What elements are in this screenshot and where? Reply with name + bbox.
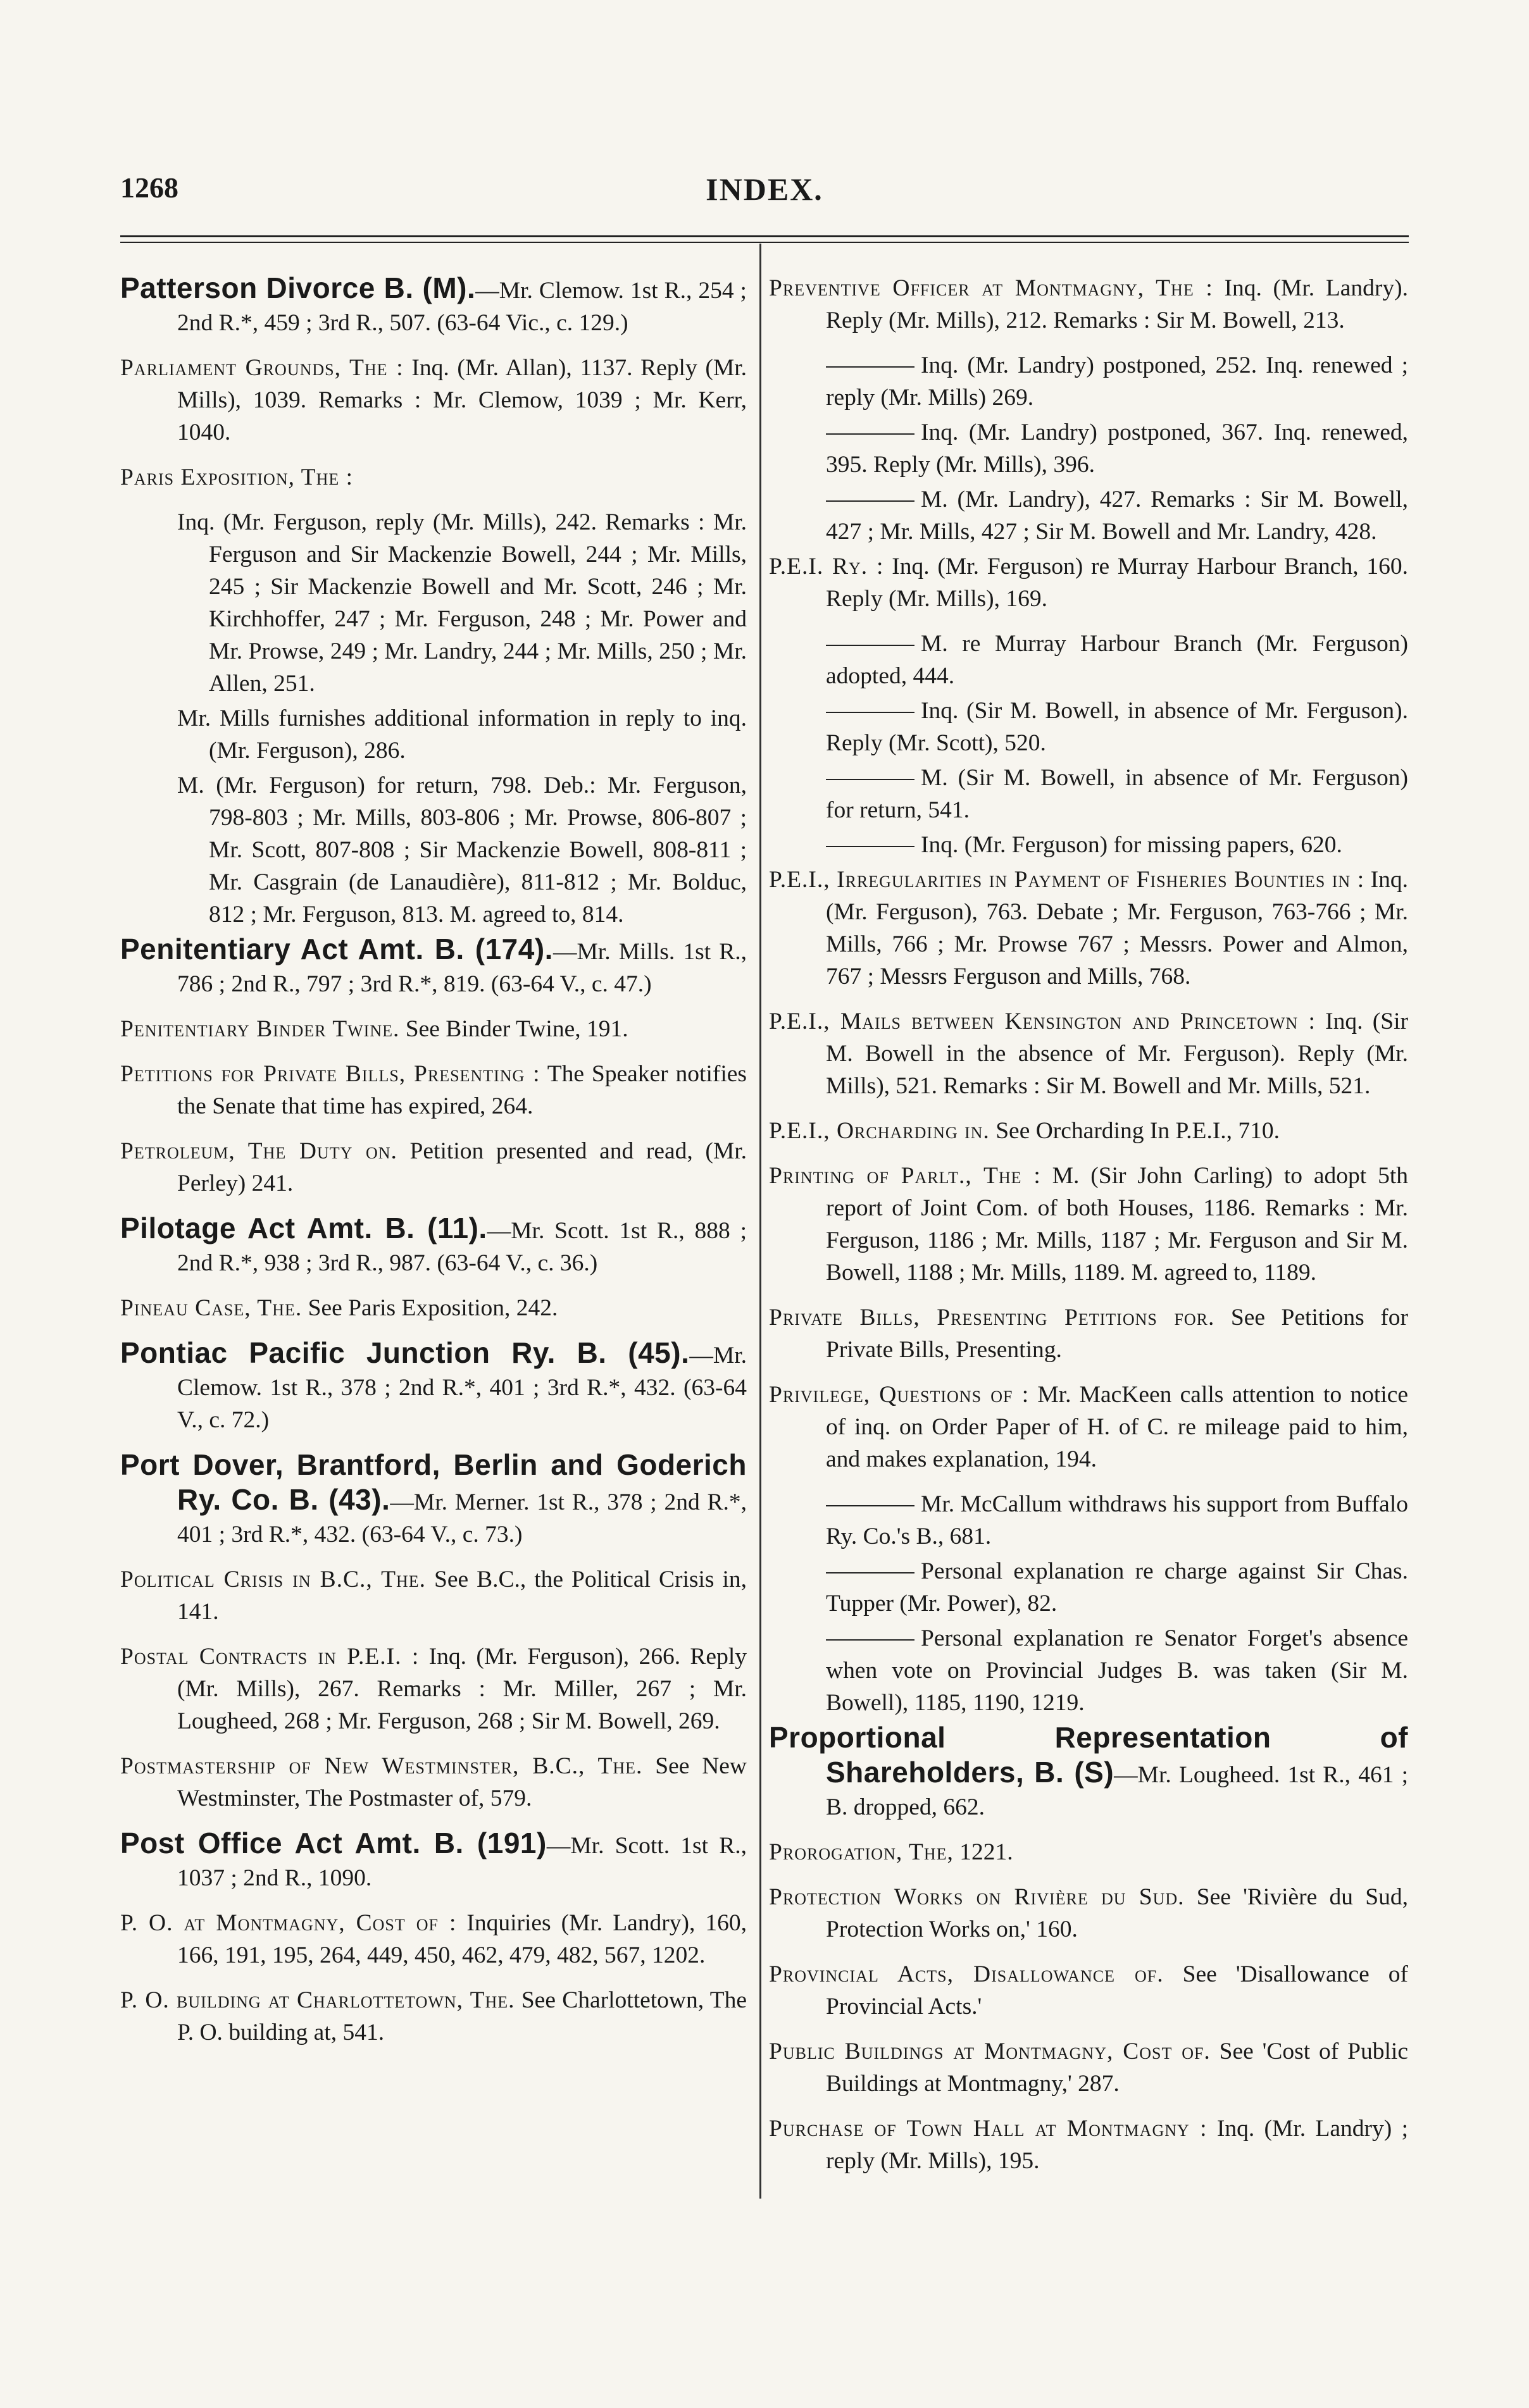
index-continuation (769, 416, 1408, 481)
entry-heading: Purchase of Town Hall at Montmagny : (769, 2116, 1208, 2142)
continuation-text: Inq. (Mr. Ferguson) for missing papers, 620. (921, 832, 1342, 858)
index-subentry: Inq. (Mr. Ferguson, reply (Mr. Mills), 242. Remarks : Mr. Ferguson and Sir Mackenzie Bowell, 244 ; Mr. Mills, 245 ; Sir Mackenzie Bowell and Mr. Scott, 246 ; Mr. Kirchhoffer, 247 ; Mr. Ferguson, 248 ; Mr. Power and Mr. Prowse, 249 ; Mr. Landry, 244 ; Mr. Mills, 250 ; Mr. Allen, 251. (177, 509, 747, 697)
entry-text: —Mr. Scott. 1st R., 888 ; 2nd R.*, 938 ; 3rd R., 987. (63-64 V., c. 36.) (177, 1218, 747, 1276)
rule-line (120, 235, 1409, 237)
continuation-text: Personal explanation re Senator Forget's absence when vote on Provincial Judges B. was taken (Sir M. Bowell), 1185, 1190, 1219. (826, 1625, 1408, 1716)
entry-heading: Postmastership of New Westminster, B.C., The. (120, 1753, 643, 1779)
page-header (120, 171, 1409, 215)
page-title: INDEX. (706, 171, 823, 207)
continuation-text: M. re Murray Harbour Branch (Mr. Ferguson) adopted, 444. (826, 631, 1408, 689)
entry-heading: Pontiac Pacific Junction Ry. B. (45). (120, 1336, 690, 1369)
entry-heading: Pineau Case, The. (120, 1295, 303, 1321)
entry-heading: Protection Works on Rivière du Sud. (769, 1884, 1185, 1910)
entry-text: —Mr. Merner. 1st R., 378 ; 2nd R.*, 401 ; 3rd R.*, 432. (63-64 V., c. 73.) (177, 1489, 747, 1548)
index-entry-topic (769, 1160, 1408, 1289)
index-entry-topic (120, 1641, 747, 1737)
entry-text: Inq. (Mr. Ferguson), 266. Reply (Mr. Mills), 267. Remarks : Mr. Miller, 267 ; Mr. Lougheed, 268 ; Mr. Ferguson, 268 ; Sir M. Bowell, 269. (177, 1644, 747, 1734)
index-entry-bill (769, 1722, 1408, 1823)
entry-text: —Mr. Clemow. 1st R., 254 ; 2nd R.*, 459 ; 3rd R., 507. (63-64 Vic., c. 129.) (177, 278, 747, 336)
entry-text: See 'Disallowance of Provincial Acts.' (826, 1961, 1408, 2020)
index-entry-bill (120, 1449, 747, 1551)
entry-heading: Patterson Divorce B. (M). (120, 271, 476, 304)
index-continuation (769, 829, 1408, 861)
index-continuation (769, 1622, 1408, 1719)
column-divider (759, 244, 761, 2199)
index-entry-bill (120, 1337, 747, 1436)
ditto-dash (826, 433, 914, 435)
entry-text: Inq. (Mr. Landry). Reply (Mr. Mills), 212. Remarks : Sir M. Bowell, 213. (826, 275, 1408, 333)
index-subentry: M. (Mr. Ferguson) for return, 798. Deb.: Mr. Ferguson, 798-803 ; Mr. Mills, 803-806 ; Mr. Prowse, 806-807 ; Mr. Scott, 807-808 ; Sir Mackenzie Bowell, 808-811 ; Mr. Casgrain (de Lanaudière), 811-812 ; Mr. Bolduc, 812 ; Mr. Ferguson, 813. M. agreed to, 814. (177, 773, 747, 928)
index-subentry: Mr. Mills furnishes additional information in reply to inq. (Mr. Ferguson), 286. (177, 705, 747, 764)
entry-text: See B.C., the Political Crisis in, 141. (177, 1567, 747, 1625)
page-number: 1268 (120, 171, 178, 204)
index-entry-topic (120, 1292, 747, 1324)
entry-heading: P.E.I., Orcharding in. (769, 1118, 990, 1144)
ditto-dash (826, 500, 914, 502)
entry-heading: P. O. at Montmagny, Cost of : (120, 1910, 457, 1936)
ditto-dash (826, 1639, 914, 1641)
entry-heading: P.E.I., Irregularities in Payment of Fisheries Bounties in : (769, 867, 1365, 893)
continuation-text: M. (Sir M. Bowell, in absence of Mr. Ferguson) for return, 541. (826, 765, 1408, 823)
entry-heading: Proportional Representation of Shareholders, B. (S) (769, 1721, 1408, 1789)
entry-text: —Mr. Scott. 1st R., 1037 ; 2nd R., 1090. (177, 1833, 747, 1891)
entry-text: See Binder Twine, 191. (399, 1016, 628, 1042)
entry-text: See Charlottetown, The P. O. building at, 541. (177, 1987, 747, 2045)
continuation-text: Inq. (Sir M. Bowell, in absence of Mr. Ferguson). Reply (Mr. Scott), 520. (826, 698, 1408, 756)
header-rule (120, 235, 1409, 254)
index-entry-topic (769, 1115, 1408, 1147)
entry-text: Inq. (Mr. Ferguson), 763. Debate ; Mr. Ferguson, 763-766 ; Mr. Mills, 766 ; Mr. Prowse 767 ; Messrs. Power and Almon, 767 ; Messrs Ferguson and Mills, 768. (826, 867, 1409, 990)
entry-heading: Provincial Acts, Disallowance of. (769, 1961, 1164, 1987)
entry-text: See 'Cost of Public Buildings at Montmagny,' 287. (826, 2039, 1408, 2097)
entry-text: —Mr. Lougheed. 1st R., 461 ; B. dropped, 662. (826, 1762, 1408, 1820)
entry-heading: Port Dover, Brantford, Berlin and Goderich Ry. Co. B. (43). (120, 1448, 747, 1516)
entry-text: Inq. (Sir M. Bowell in the absence of Mr. Ferguson). Reply (Mr. Mills), 521. Remarks : Sir M. Bowell and Mr. Mills, 521. (826, 1009, 1408, 1099)
entry-text: See Paris Exposition, 242. (302, 1295, 558, 1321)
index-entry-topic (769, 272, 1408, 337)
index-continuation (769, 695, 1408, 759)
index-continuation (769, 762, 1408, 826)
entry-heading: Pilotage Act Amt. B. (11). (120, 1212, 487, 1244)
entry-heading: Postal Contracts in P.E.I. : (120, 1644, 420, 1670)
index-entry-topic (120, 1013, 747, 1045)
entry-text: See Orcharding In P.E.I., 710. (989, 1118, 1280, 1144)
ditto-dash (826, 1505, 914, 1506)
entry-text: 1221. (953, 1839, 1013, 1865)
entry-heading: Petitions for Private Bills, Presenting : (120, 1061, 540, 1087)
entry-text: Inquiries (Mr. Landry), 160, 166, 191, 195, 264, 449, 450, 462, 479, 482, 567, 1202. (177, 1910, 747, 1968)
entry-heading: Private Bills, Presenting Petitions for. (769, 1305, 1215, 1331)
ditto-dash (826, 645, 914, 646)
index-entry-topic (120, 352, 747, 449)
entry-text: See Petitions for Private Bills, Presenting. (826, 1305, 1408, 1363)
entry-heading: Prorogation, The, (769, 1839, 954, 1865)
entry-text: Inq. (Mr. Allan), 1137. Reply (Mr. Mills), 1039. Remarks : Mr. Clemow, 1039 ; Mr. Kerr, 1040. (177, 355, 747, 445)
entry-heading: Paris Exposition, The : (120, 464, 354, 490)
index-entry-topic (120, 1750, 747, 1815)
entry-heading: Parliament Grounds, The : (120, 355, 404, 381)
entry-heading: Public Buildings at Montmagny, Cost of. (769, 2039, 1211, 2064)
index-entry-topic (120, 1984, 747, 2049)
entry-heading: Penitentiary Act Amt. B. (174). (120, 933, 553, 965)
entry-heading: P. O. building at Charlottetown, The. (120, 1987, 515, 2013)
left-column (120, 272, 747, 2061)
entry-heading: Post Office Act Amt. B. (191) (120, 1827, 547, 1859)
index-continuation (769, 349, 1408, 414)
index-entry-topic (769, 1005, 1408, 1102)
index-entry-topic (769, 2035, 1408, 2100)
index-entry-topic (120, 1135, 747, 1200)
entry-text: See 'Rivière du Sud, Protection Works on,' 160. (826, 1884, 1409, 1942)
entry-text: Inq. (Mr. Ferguson) re Murray Harbour Branch, 160. Reply (Mr. Mills), 169. (826, 554, 1408, 612)
index-entry-topic (769, 2113, 1408, 2177)
entry-text: Petition presented and read, (Mr. Perley) 241. (177, 1138, 747, 1196)
index-entry-topic (769, 1836, 1408, 1868)
entry-text: Inq. (Mr. Landry) ; reply (Mr. Mills), 195. (826, 2116, 1409, 2174)
index-entry-topic (769, 864, 1408, 993)
index-entry-topic (120, 461, 747, 493)
entry-heading: Printing of Parlt., The : (769, 1163, 1041, 1189)
index-entry-topic (120, 1907, 747, 1971)
continuation-text: Personal explanation re charge against Sir Chas. Tupper (Mr. Power), 82. (826, 1558, 1408, 1617)
index-continuation (769, 1555, 1408, 1620)
index-entry-topic (769, 1301, 1408, 1366)
index-continuation (769, 483, 1408, 548)
index-entry-topic (120, 1058, 747, 1122)
index-continuation (769, 628, 1408, 692)
index-entry-bill (120, 933, 747, 1000)
continuation-text: M. (Mr. Landry), 427. Remarks : Sir M. Bowell, 427 ; Mr. Mills, 427 ; Sir M. Bowell and Mr. Landry, 428. (826, 487, 1408, 545)
entry-heading: P.E.I. Ry. : (769, 554, 884, 580)
entry-heading: Petroleum, The Duty on. (120, 1138, 397, 1164)
entry-heading: P.E.I., Mails between Kensington and Princetown : (769, 1009, 1316, 1034)
right-column (769, 272, 1408, 2190)
entry-heading: Political Crisis in B.C., The. (120, 1567, 427, 1592)
index-continuation (769, 1488, 1408, 1553)
index-entry-topic (769, 550, 1408, 615)
continuation-text: Inq. (Mr. Landry) postponed, 367. Inq. renewed, 395. Reply (Mr. Mills), 396. (826, 419, 1408, 478)
entry-text: —Mr. Clemow. 1st R., 378 ; 2nd R.*, 401 ; 3rd R.*, 432. (63-64 V., c. 72.) (177, 1343, 747, 1433)
ditto-dash (826, 779, 914, 780)
entry-text: —Mr. Mills. 1st R., 786 ; 2nd R., 797 ; 3rd R.*, 819. (63-64 V., c. 47.) (177, 939, 747, 997)
entry-text: Mr. MacKeen calls attention to notice of inq. on Order Paper of H. of C. re mileage paid to him, and makes explanation, 194. (826, 1382, 1408, 1472)
index-entry-topic (769, 1958, 1408, 2023)
entry-heading: Privilege, Questions of : (769, 1382, 1030, 1408)
continuation-text: Mr. McCallum withdraws his support from Buffalo Ry. Co.'s B., 681. (826, 1491, 1408, 1549)
ditto-dash (826, 846, 914, 847)
ditto-dash (826, 1572, 914, 1573)
entry-heading: Preventive Officer at Montmagny, The : (769, 275, 1213, 301)
ditto-dash (826, 712, 914, 713)
continuation-text: Inq. (Mr. Landry) postponed, 252. Inq. renewed ; reply (Mr. Mills) 269. (826, 352, 1408, 411)
index-entry-bill (120, 1212, 747, 1279)
index-entry-bill (120, 1827, 747, 1894)
entry-text: See New Westminster, The Postmaster of, 579. (177, 1753, 747, 1811)
rule-line (120, 242, 1409, 243)
index-entry-topic (120, 1563, 747, 1628)
entry-text: The Speaker notifies the Senate that time has expired, 264. (177, 1061, 747, 1119)
entry-text: M. (Sir John Carling) to adopt 5th report of Joint Com. of both Houses, 1186. Remarks : Mr. Ferguson, 1186 ; Mr. Mills, 1187 ; Mr. Ferguson and Sir M. Bowell, 1188 ; Mr. Mills, 1189. M. agreed to, 1189. (826, 1163, 1409, 1286)
ditto-dash (826, 366, 914, 368)
entry-heading: Penitentiary Binder Twine. (120, 1016, 400, 1042)
index-entry-topic (769, 1881, 1408, 1946)
index-entry-bill (120, 272, 747, 339)
index-entry-topic (769, 1379, 1408, 1475)
